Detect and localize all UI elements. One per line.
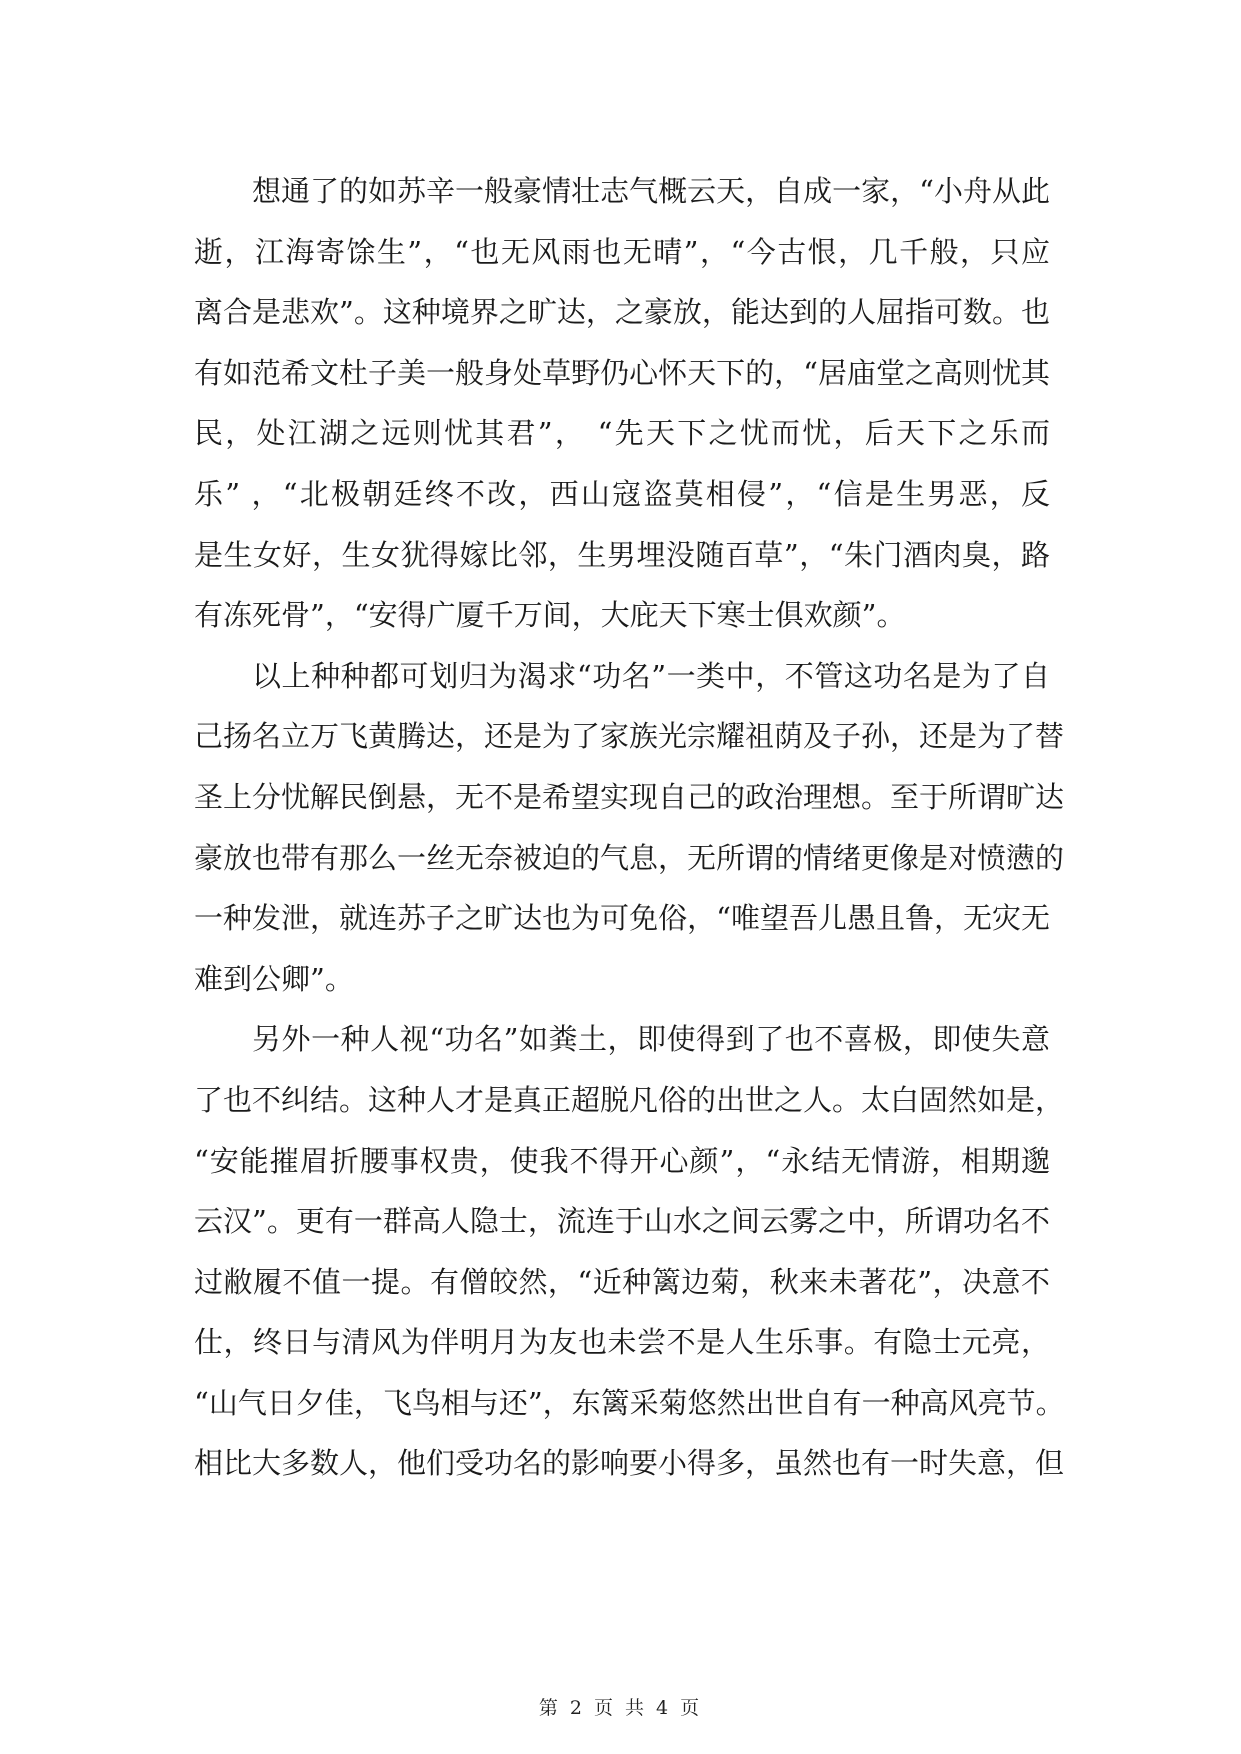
- paragraph-1-line-4: 有如范希文杜子美一般身处草野仍心怀天下的，“居庙堂之高则忧其: [194, 355, 1050, 390]
- paragraph-1-line-7: 是生女好，生女犹得嫁比邻，生男埋没随百草”，“朱门酒肉臭，路: [194, 537, 1050, 572]
- paragraph-1-line-5: 民，处江湖之远则忧其君”， “先天下之忧而忧，后天下之乐而: [194, 416, 1050, 451]
- paragraph-2-line-4: 豪放也带有那么一丝无奈被迫的气息，无所谓的情绪更像是对愤懑的: [194, 840, 1065, 875]
- paragraph-2-line-3: 圣上分忧解民倒悬，无不是希望实现自己的政治理想。至于所谓旷达: [194, 779, 1065, 814]
- paragraph-2-line-6: 难到公卿”。: [194, 961, 354, 996]
- document-body: [194, 161, 1065, 1494]
- paragraph-1-line-3: 离合是悲欢”。这种境界之旷达，之豪放，能达到的人屈指可数。也: [194, 295, 1050, 330]
- paragraph-3-line-7: “山气日夕佳，飞鸟相与还”，东篱采菊悠然出世自有一种高风亮节。: [194, 1385, 1065, 1420]
- paragraph-2-line-1: 以上种种都可划归为渴求“功名”一类中，不管这功名是为了自: [252, 658, 1050, 693]
- paragraph-1-line-2: 逝，江海寄馀生”，“也无风雨也无晴”，“今古恨，几千般，只应: [194, 234, 1050, 269]
- paragraph-2-line-5: 一种发泄，就连苏子之旷达也为可免俗，“唯望吾儿愚且鲁，无灾无: [194, 901, 1050, 936]
- paragraph-3-line-5: 过敝履不值一提。有僧皎然，“近种篱边菊，秋来未著花”，决意不: [194, 1264, 1050, 1299]
- paragraph-3-line-4: 云汉”。更有一群高人隐士，流连于山水之间云雾之中，所谓功名不: [194, 1204, 1050, 1239]
- paragraph-1-line-6: 乐” ，“北极朝廷终不改，西山寇盗莫相侵”，“信是生男恶，反: [194, 476, 1050, 511]
- paragraph-1-line-1: 想通了的如苏辛一般豪情壮志气概云天，自成一家，“小舟从此: [252, 174, 1050, 208]
- paragraph-3-line-1: 另外一种人视“功名”如粪土，即使得到了也不喜极，即使失意: [252, 1022, 1050, 1057]
- paragraph-2-line-2: 己扬名立万飞黄腾达，还是为了家族光宗耀祖荫及子孙，还是为了替: [194, 719, 1065, 754]
- paragraph-3-line-6: 仕，终日与清风为伴明月为友也未尝不是人生乐事。有隐士元亮，: [194, 1325, 1050, 1360]
- paragraph-1-line-8: 有冻死骨”，“安得广厦千万间，大庇天下寒士俱欢颜”。: [194, 598, 906, 633]
- paragraph-3-line-2: 了也不纠结。这种人才是真正超脱凡俗的出世之人。太白固然如是，: [194, 1082, 1065, 1117]
- paragraph-3-line-3: “安能摧眉折腰事权贵，使我不得开心颜”，“永结无情游，相期邈: [194, 1143, 1050, 1178]
- paragraph-3-line-8: 相比大多数人，他们受功名的影响要小得多，虽然也有一时失意，但: [194, 1446, 1065, 1481]
- page-number-footer: 第 2 页 共 4 页: [538, 1697, 703, 1719]
